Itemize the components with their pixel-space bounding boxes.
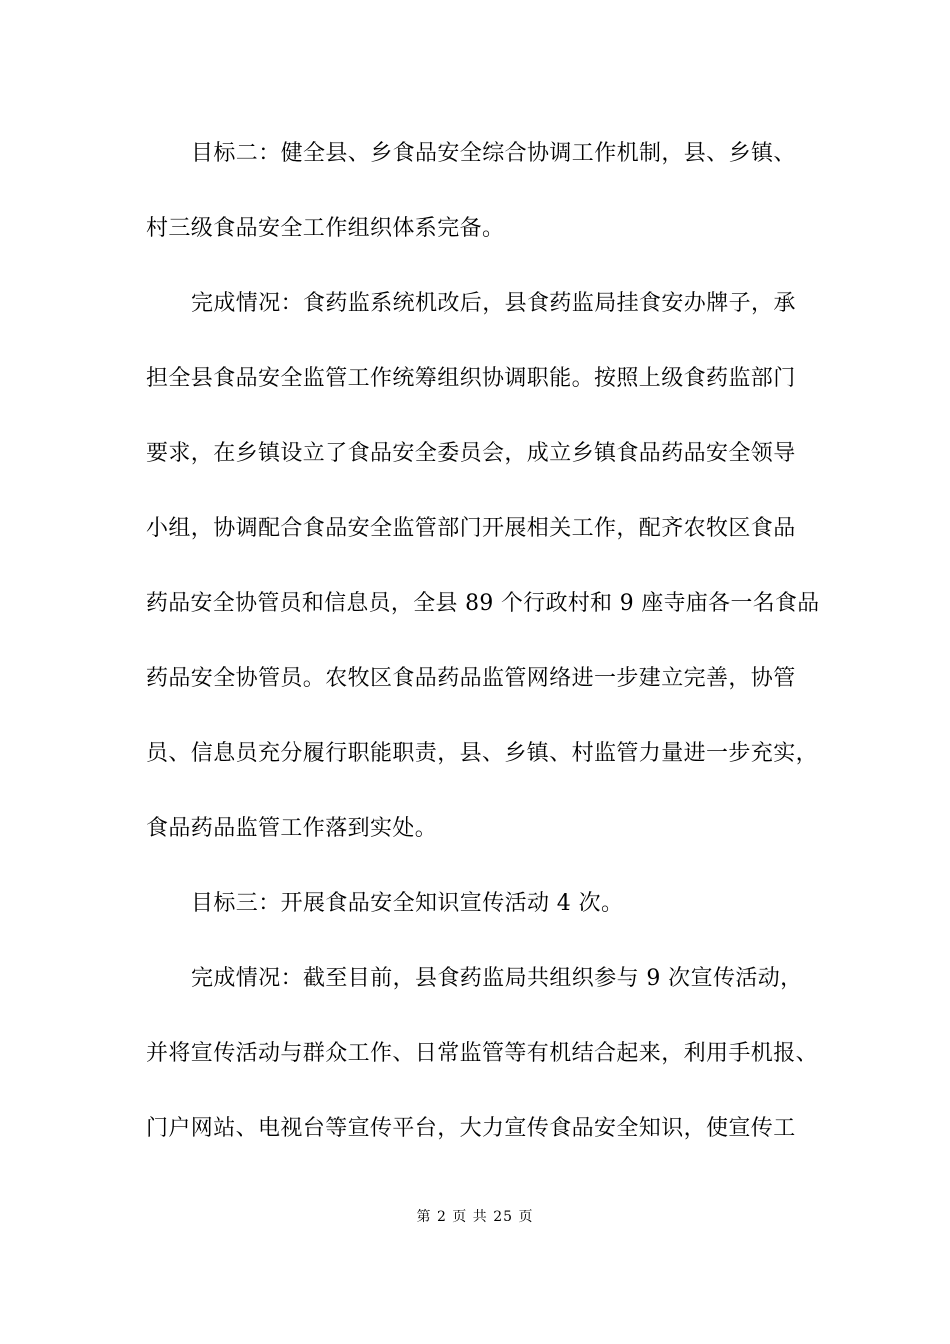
goal-three-heading: 目标三：开展食品安全知识宣传活动 4 次。 [191, 891, 624, 916]
goal-two-heading-line-1: 目标二：健全县、乡食品安全综合协调工作机制，县、乡镇、 [191, 141, 796, 166]
goal-two-status-line-7: 员、信息员充分履行职能职责，县、乡镇、村监管力量进一步充实， [146, 741, 819, 766]
goal-two-status-line-3: 要求，在乡镇设立了食品安全委员会，成立乡镇食品药品安全领导 [146, 441, 796, 466]
goal-two-status-line-4: 小组，协调配合食品安全监管部门开展相关工作，配齐农牧区食品 [146, 516, 796, 541]
goal-two-heading-line-2: 村三级食品安全工作组织体系完备。 [146, 216, 505, 241]
goal-three-status-line-2: 并将宣传活动与群众工作、日常监管等有机结合起来，利用手机报、 [146, 1041, 819, 1066]
goal-two-status-line-8: 食品药品监管工作落到实处。 [146, 816, 438, 841]
goal-two-status-line-2: 担全县食品安全监管工作统筹组织协调职能。按照上级食药监部门 [146, 366, 796, 391]
goal-two-status-line-5: 药品安全协管员和信息员，全县 89 个行政村和 9 座寺庙各一名食品 [146, 591, 820, 616]
goal-two-status-line-6: 药品安全协管员。农牧区食品药品监管网络进一步建立完善，协管 [146, 666, 796, 691]
page-number-footer: 第 2 页 共 25 页 [416, 1209, 534, 1225]
goal-three-status-line-3: 门户网站、电视台等宣传平台，大力宣传食品安全知识，使宣传工 [146, 1116, 796, 1141]
goal-two-status-line-1: 完成情况：食药监系统机改后，县食药监局挂食安办牌子，承 [191, 291, 796, 316]
goal-three-status-line-1: 完成情况：截至目前，县食药监局共组织参与 9 次宣传活动， [191, 966, 803, 991]
